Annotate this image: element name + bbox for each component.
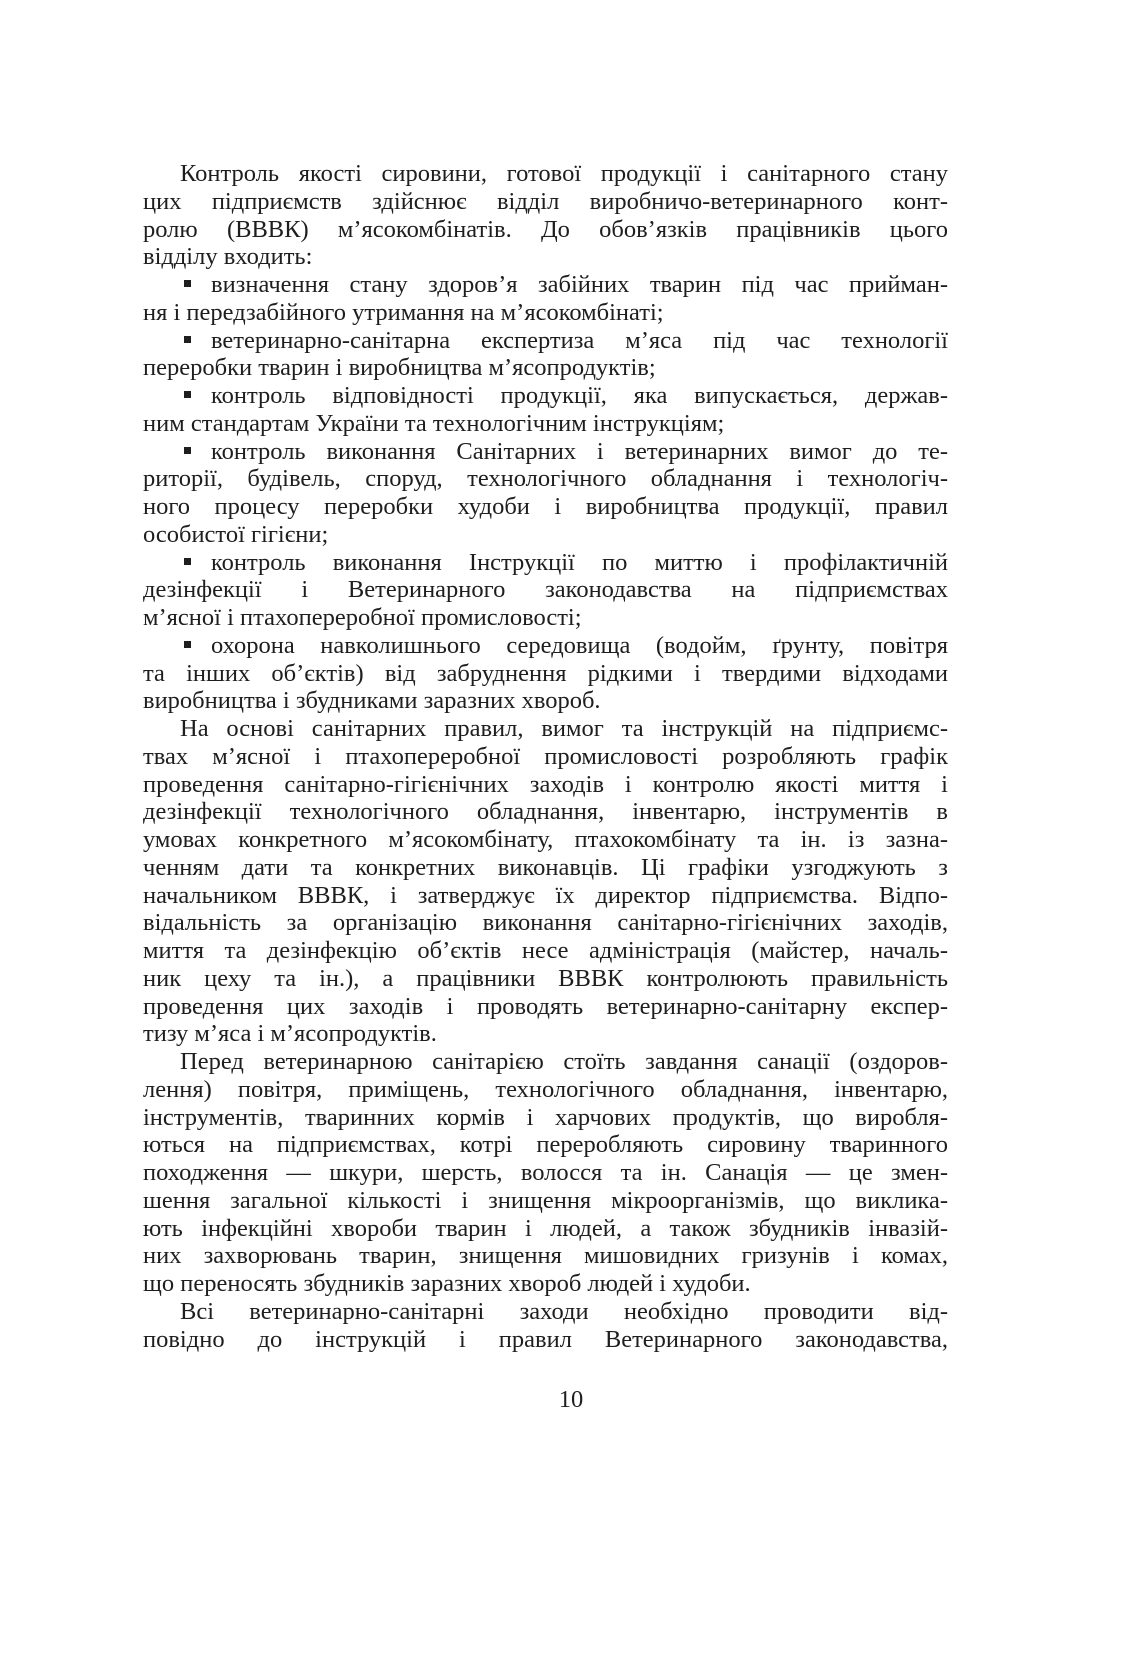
text-line: цих підприємств здійснює відділ виробничо-ветеринарного конт- — [143, 187, 948, 215]
text-line: ня і передзабійного утримання на м’ясокомбінаті; — [143, 298, 664, 326]
text-line: ник цеху та ін.), а працівники ВВВК контролюють правильність — [143, 964, 948, 992]
text-line: та інших об’єктів) від забруднення рідкими і твердими відходами — [143, 659, 948, 687]
text-line: дезінфекції технологічного обладнання, інвентарю, інструментів в — [143, 798, 948, 826]
text-line: виробництва і збудниками заразних хвороб. — [143, 687, 601, 715]
text-line: переробки тварин і виробництва м’ясопродуктів; — [143, 354, 656, 382]
list-item-text: ветеринарно-санітарна експертиза м’яса під час технології — [211, 326, 948, 354]
text-line: ченням дати та конкретних виконавців. Ці графіки узгоджують з — [143, 853, 948, 881]
text-line: Контроль якості сировини, готової продукції і санітарного стану — [180, 160, 948, 187]
bullet-list-item — [143, 549, 948, 577]
text-line: ролю (ВВВК) м’ясокомбінатів. До обов’язків працівників цього — [143, 215, 948, 243]
bullet-list-item — [143, 632, 948, 660]
text-line: особистої гігієни; — [143, 520, 329, 548]
text-line: миття та дезінфекцію об’єктів несе адміністрація (майстер, началь- — [143, 937, 948, 964]
bullet-list-item — [143, 271, 948, 299]
list-item-text: охорона навколишнього середовища (водойм, ґрунту, повітря — [211, 631, 948, 659]
text-line: тизу м’яса і м’ясопродуктів. — [143, 1020, 437, 1048]
page-body-text — [143, 160, 948, 1353]
page-number: 10 — [558, 1386, 584, 1413]
text-line: ним стандартам України та технологічним інструкціям; — [143, 409, 725, 437]
text-line: шення загальної кількості і знищення мікроорганізмів, що виклика- — [143, 1186, 948, 1214]
text-line: ються на підприємствах, котрі переробляють сировину тваринного — [143, 1131, 948, 1159]
text-line: дезінфекції і Ветеринарного законодавства на підприємствах — [143, 576, 948, 604]
text-line: м’ясної і птахопереробної промисловості; — [143, 604, 582, 631]
text-line: начальником ВВВК, і затверджує їх директор підприємства. Відпо- — [143, 881, 948, 909]
bullet-list-item — [143, 327, 948, 355]
text-line: умовах конкретного м’ясокомбінату, птахокомбінату та ін. із зазна- — [143, 826, 948, 853]
text-line: Перед ветеринарною санітарією стоїть завдання санації (оздоров- — [180, 1048, 948, 1075]
bullet-list-item — [143, 438, 948, 466]
text-line: них захворювань тварин, знищення мишовидних гризунів і комах, — [143, 1242, 948, 1270]
text-line: риторії, будівель, споруд, технологічного обладнання і технологіч- — [143, 465, 948, 493]
text-line: На основі санітарних правил, вимог та інструкцій на підприємс- — [180, 715, 948, 742]
text-line: що переносять збудників заразних хвороб людей і худоби. — [143, 1270, 751, 1297]
text-line: ють інфекційні хвороби тварин і людей, а також збудників інвазій- — [143, 1214, 948, 1242]
list-item-text: контроль виконання Інструкції по миттю і профілактичній — [211, 548, 948, 576]
bullet-list-item — [143, 382, 948, 410]
text-line: повідно до інструкцій і правил Ветеринарного законодавства, — [143, 1325, 948, 1353]
text-line: відальність за організацію виконання санітарно-гігієнічних заходів, — [143, 909, 948, 937]
text-line: ного процесу переробки худоби і виробництва продукції, правил — [143, 493, 948, 520]
text-line: твах м’ясної і птахопереробної промисловості розробляють графік — [143, 742, 948, 770]
list-item-text: контроль відповідності продукції, яка випускається, держав- — [211, 382, 948, 409]
text-line: проведення санітарно-гігієнічних заходів і контролю якості миття і — [143, 770, 948, 798]
text-line: лення) повітря, приміщень, технологічного обладнання, інвентарю, — [143, 1075, 948, 1103]
list-item-text: визначення стану здоров’я забійних тварин під час прийман- — [211, 271, 948, 298]
text-line: інструментів, тваринних кормів і харчових продуктів, що виробля- — [143, 1103, 948, 1131]
text-line: проведення цих заходів і проводять ветеринарно-санітарну експер- — [143, 992, 948, 1020]
list-item-text: контроль виконання Санітарних і ветеринарних вимог до те- — [211, 437, 948, 465]
text-line: відділу входить: — [143, 243, 313, 271]
text-line: Всі ветеринарно-санітарні заходи необхідно проводити від- — [180, 1297, 948, 1325]
text-line: походження — шкури, шерсть, волосся та ін. Санація — це змен- — [143, 1159, 948, 1186]
